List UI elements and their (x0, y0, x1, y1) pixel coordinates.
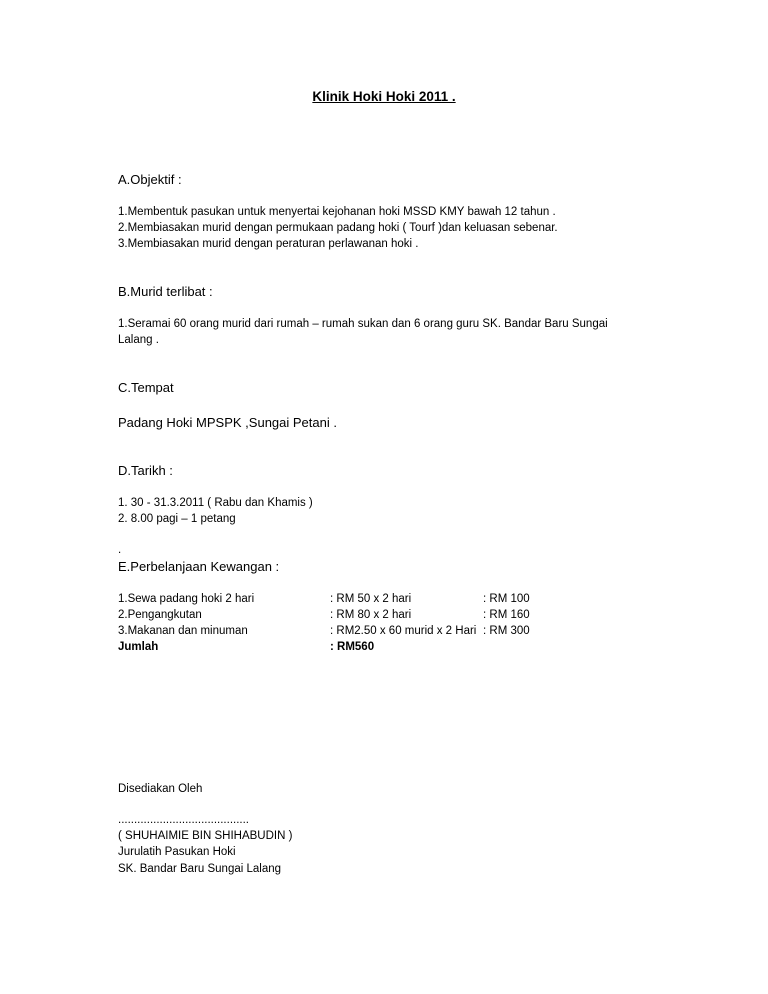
signature-line: ......................................... (118, 814, 249, 826)
expense-item: 3.Makanan dan minuman (118, 625, 248, 637)
tarikh-dot: . (118, 544, 122, 556)
expense-amount: : RM 300 (483, 625, 530, 637)
document-title: Klinik Hoki Hoki 2011 . (312, 89, 456, 104)
signatory-school: SK. Bandar Baru Sungai Lalang (118, 863, 282, 875)
perbelanjaan-heading: E.Perbelanjaan Kewangan : (118, 559, 280, 574)
tempat-heading: C.Tempat (118, 380, 174, 395)
objektif-heading: A.Objektif : (118, 172, 182, 187)
expense-calc: : RM 50 x 2 hari (330, 593, 412, 605)
signatory-name: ( SHUHAIMIE BIN SHIHABUDIN ) (118, 830, 293, 842)
signatory-role: Jurulatih Pasukan Hoki (118, 846, 236, 858)
tarikh-heading: D.Tarikh : (118, 463, 173, 478)
tempat-text: Padang Hoki MPSPK ,Sungai Petani . (118, 415, 337, 430)
expense-calc: : RM 80 x 2 hari (330, 609, 412, 621)
expense-item: 2.Pengangkutan (118, 609, 202, 621)
murid-text: 1.Seramai 60 orang murid dari rumah – rumah sukan dan 6 orang guru SK. Bandar Baru Sungai Lalang . (118, 318, 608, 346)
expense-calc: : RM2.50 x 60 murid x 2 Hari (330, 625, 477, 637)
expense-amount: : RM 160 (483, 609, 530, 621)
objektif-item-3: 3.Membiasakan murid dengan peraturan perlawanan hoki . (118, 238, 419, 250)
total-value: : RM560 (330, 641, 375, 653)
total-label: Jumlah (118, 641, 159, 653)
expense-item: 1.Sewa padang hoki 2 hari (118, 593, 255, 605)
objektif-item-1: 1.Membentuk pasukan untuk menyertai kejohanan hoki MSSD KMY bawah 12 tahun . (118, 206, 556, 218)
expense-amount: : RM 100 (483, 593, 530, 605)
tarikh-item-1: 1. 30 - 31.3.2011 ( Rabu dan Khamis ) (118, 497, 313, 509)
objektif-item-2: 2.Membiasakan murid dengan permukaan padang hoki ( Tourf )dan keluasan sebenar. (118, 222, 558, 234)
tarikh-item-2: 2. 8.00 pagi – 1 petang (118, 513, 236, 525)
murid-heading: B.Murid terlibat : (118, 284, 213, 299)
prepared-by-label: Disediakan Oleh (118, 783, 203, 795)
